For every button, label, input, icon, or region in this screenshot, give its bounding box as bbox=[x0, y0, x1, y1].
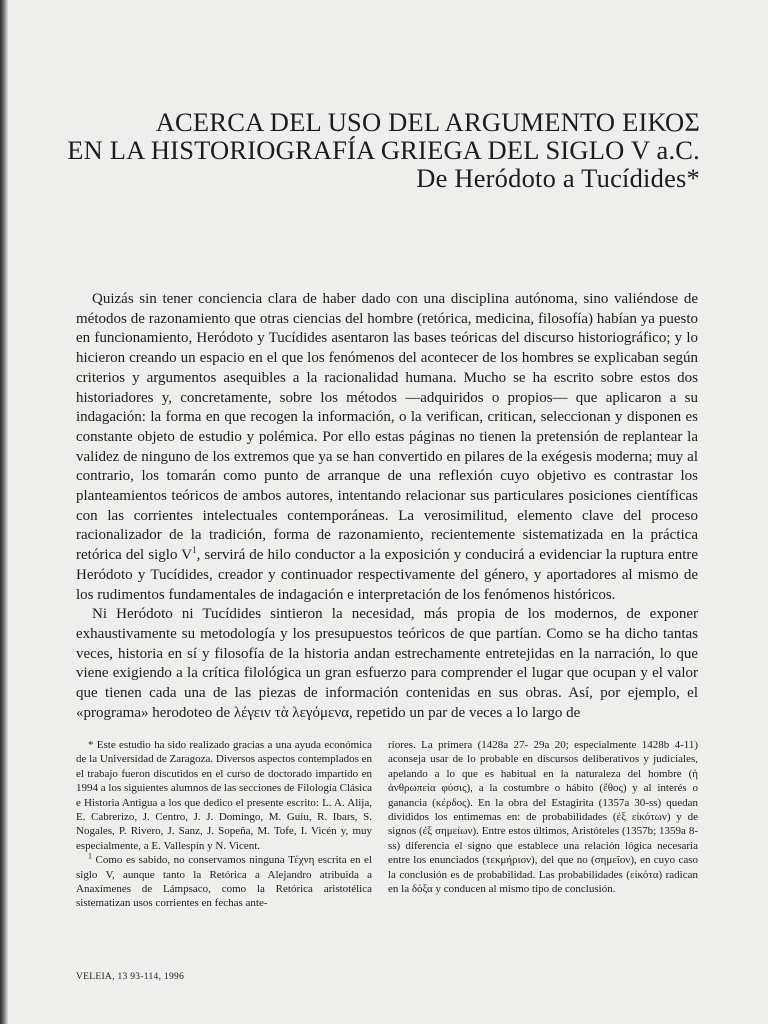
footnote-1-text: Como es sabido, no conservamos ninguna Τέχνη escrita en el siglo V, aunque tanto la Retórica a Alejandro atribuida a Anaxímenes de Lámpsaco, como la Retórica aristotélica sistematizan usos corrientes en fechas ante- bbox=[76, 854, 372, 910]
footnotes-left-column bbox=[76, 738, 372, 911]
title-subtitle: De Heródoto a Tucídides* bbox=[416, 163, 700, 193]
article-body bbox=[76, 290, 698, 723]
footnotes-right-column bbox=[388, 738, 698, 896]
page-edge bbox=[0, 0, 8, 1024]
paragraph-2-text-b: , repetido un par de veces a lo largo de bbox=[349, 704, 581, 721]
paragraph-1 bbox=[76, 290, 698, 605]
paragraph-1-text-a: Quizás sin tener conciencia clara de haber dado con una disciplina autónoma, sino valiéndose de métodos de razonamiento que otras ciencias del hombre (retórica, medicina, filosofía) habían ya puesto en funcionamiento, Heródoto y Tucídides asentaron las bases teóricas del discurso historiográfico; y lo hicieron creando un espacio en el que los fenómenos del acontecer de los hombres se explicaban según criterios y argumentos asequibles a la racionalidad humana. Mucho se ha escrito sobre estos dos historiadores y, concretamente, sobre los métodos —adquiridos o propios— que aplicaron a su indagación: la forma en que recogen la información, o la verifican, critican, seleccionan y disponen es constante objeto de estudio y polémica. Por ello estas páginas no tienen la pretensión de replantear la validez de ninguno de los extremos que ya se han convertido en pilares de la exégesis moderna; muy al contrario, los tomarán como punto de arranque de una reflexión cuyo objetivo es contrastar los planteamientos teóricos de ambos autores, intentando relacionar sus particulares posiciones científicas con las corrientes intelectuales contemporáneas. La verosimilitud, elemento clave del proceso racionalizador de la tradición, forma de razonamiento, recientemente sistematizada en la práctica retórica del siglo V bbox=[76, 291, 698, 564]
article-title bbox=[60, 108, 700, 192]
paragraph-2-text-a: Ni Heródoto ni Tucídides sintieron la necesidad, más propia de los modernos, de exponer exhaustivamente su metodología y los presupuestos teóricos de que partían. Como se ha dicho tantas veces, historia en sí y filosofía de la historia andan estrechamente entretejidas en la narración, lo que viene exigiendo a la crítica filológica un gran esfuerzo para comprender el lugar que ocupan y el valor que tienen cada una de las piezas de información contenidas en sus obras. Así, por ejemplo, el «programa» herodoteo de bbox=[76, 606, 698, 721]
title-line-2: EN LA HISTORIOGRAFÍA GRIEGA DEL SIGLO V a.C. bbox=[67, 135, 700, 165]
journal-footer: VELEIA, 13 93-114, 1996 bbox=[76, 972, 185, 982]
paragraph-1-text-b: , servirá de hilo conductor a la exposición y conducirá a evidenciar la ruptura entre Heródoto y Tucídides, creador y continuador respectivamente del género, y aportadores al mismo de los rudimentos fundamentales de indagación e interpretación de los fenómenos históricos. bbox=[76, 547, 699, 603]
footnote-ref-1: 1 bbox=[192, 545, 197, 556]
footnote-1-number: 1 bbox=[88, 851, 92, 861]
footnote-1 bbox=[76, 853, 372, 911]
greek-phrase: λέγειν τὰ λεγόμενα bbox=[233, 704, 349, 721]
footnote-star: * Este estudio ha sido realizado gracias a una ayuda económica de la Universidad de Zaragoza. Diversos aspectos contemplados en el trabajo fueron discutidos en el curso de doctorado impartido en 1994 a los siguientes alumnos de las secciones de Filología Clásica e Historia Antigua a los que dedico el presente escrito: L. A. Alija, E. Cabrerizo, J. Centro, J. J. Domingo, M. Guiu, R. Ibars, S. Nogales, P. Rivero, J. Sanz, J. Sopeña, M. Tofe, I. Vicén y, muy especialmente, a E. Vallespín y N. Vicent. bbox=[76, 739, 372, 852]
footnote-1-continuation: riores. La primera (1428a 27- 29a 20; especialmente 1428b 4-11) aconseja usar de lo probable en discursos deliberativos y judiciales, apelando a lo que es habitual en la naturaleza del hombre (ἡ ἀνθρωπεία φύσις), a la costumbre o hábito (ἔθος) y al interés o ganancia (κέρδος). En la obra del Estagirita (1357a 30-ss) quedan divididos los entimemas en: de probabilidades (ἐξ εἰκότων) y de signos (ἐξ σημείων). Entre estos últimos, Aristóteles (1357b; 1359a 8-ss) diferencia el signo que establece una relación lógica necesaria entre los enunciados (τεκμήριον), del que no (σημεῖον), en cuyo caso la conclusión es de probabilidad. Las probabilidades (εἰκότα) radican en la δόξα y conducen al mismo tipo de conclusión. bbox=[388, 739, 698, 896]
paragraph-2 bbox=[76, 605, 698, 723]
title-line-1: ACERCA DEL USO DEL ARGUMENTO ΕΙΚΟΣ bbox=[155, 107, 700, 137]
